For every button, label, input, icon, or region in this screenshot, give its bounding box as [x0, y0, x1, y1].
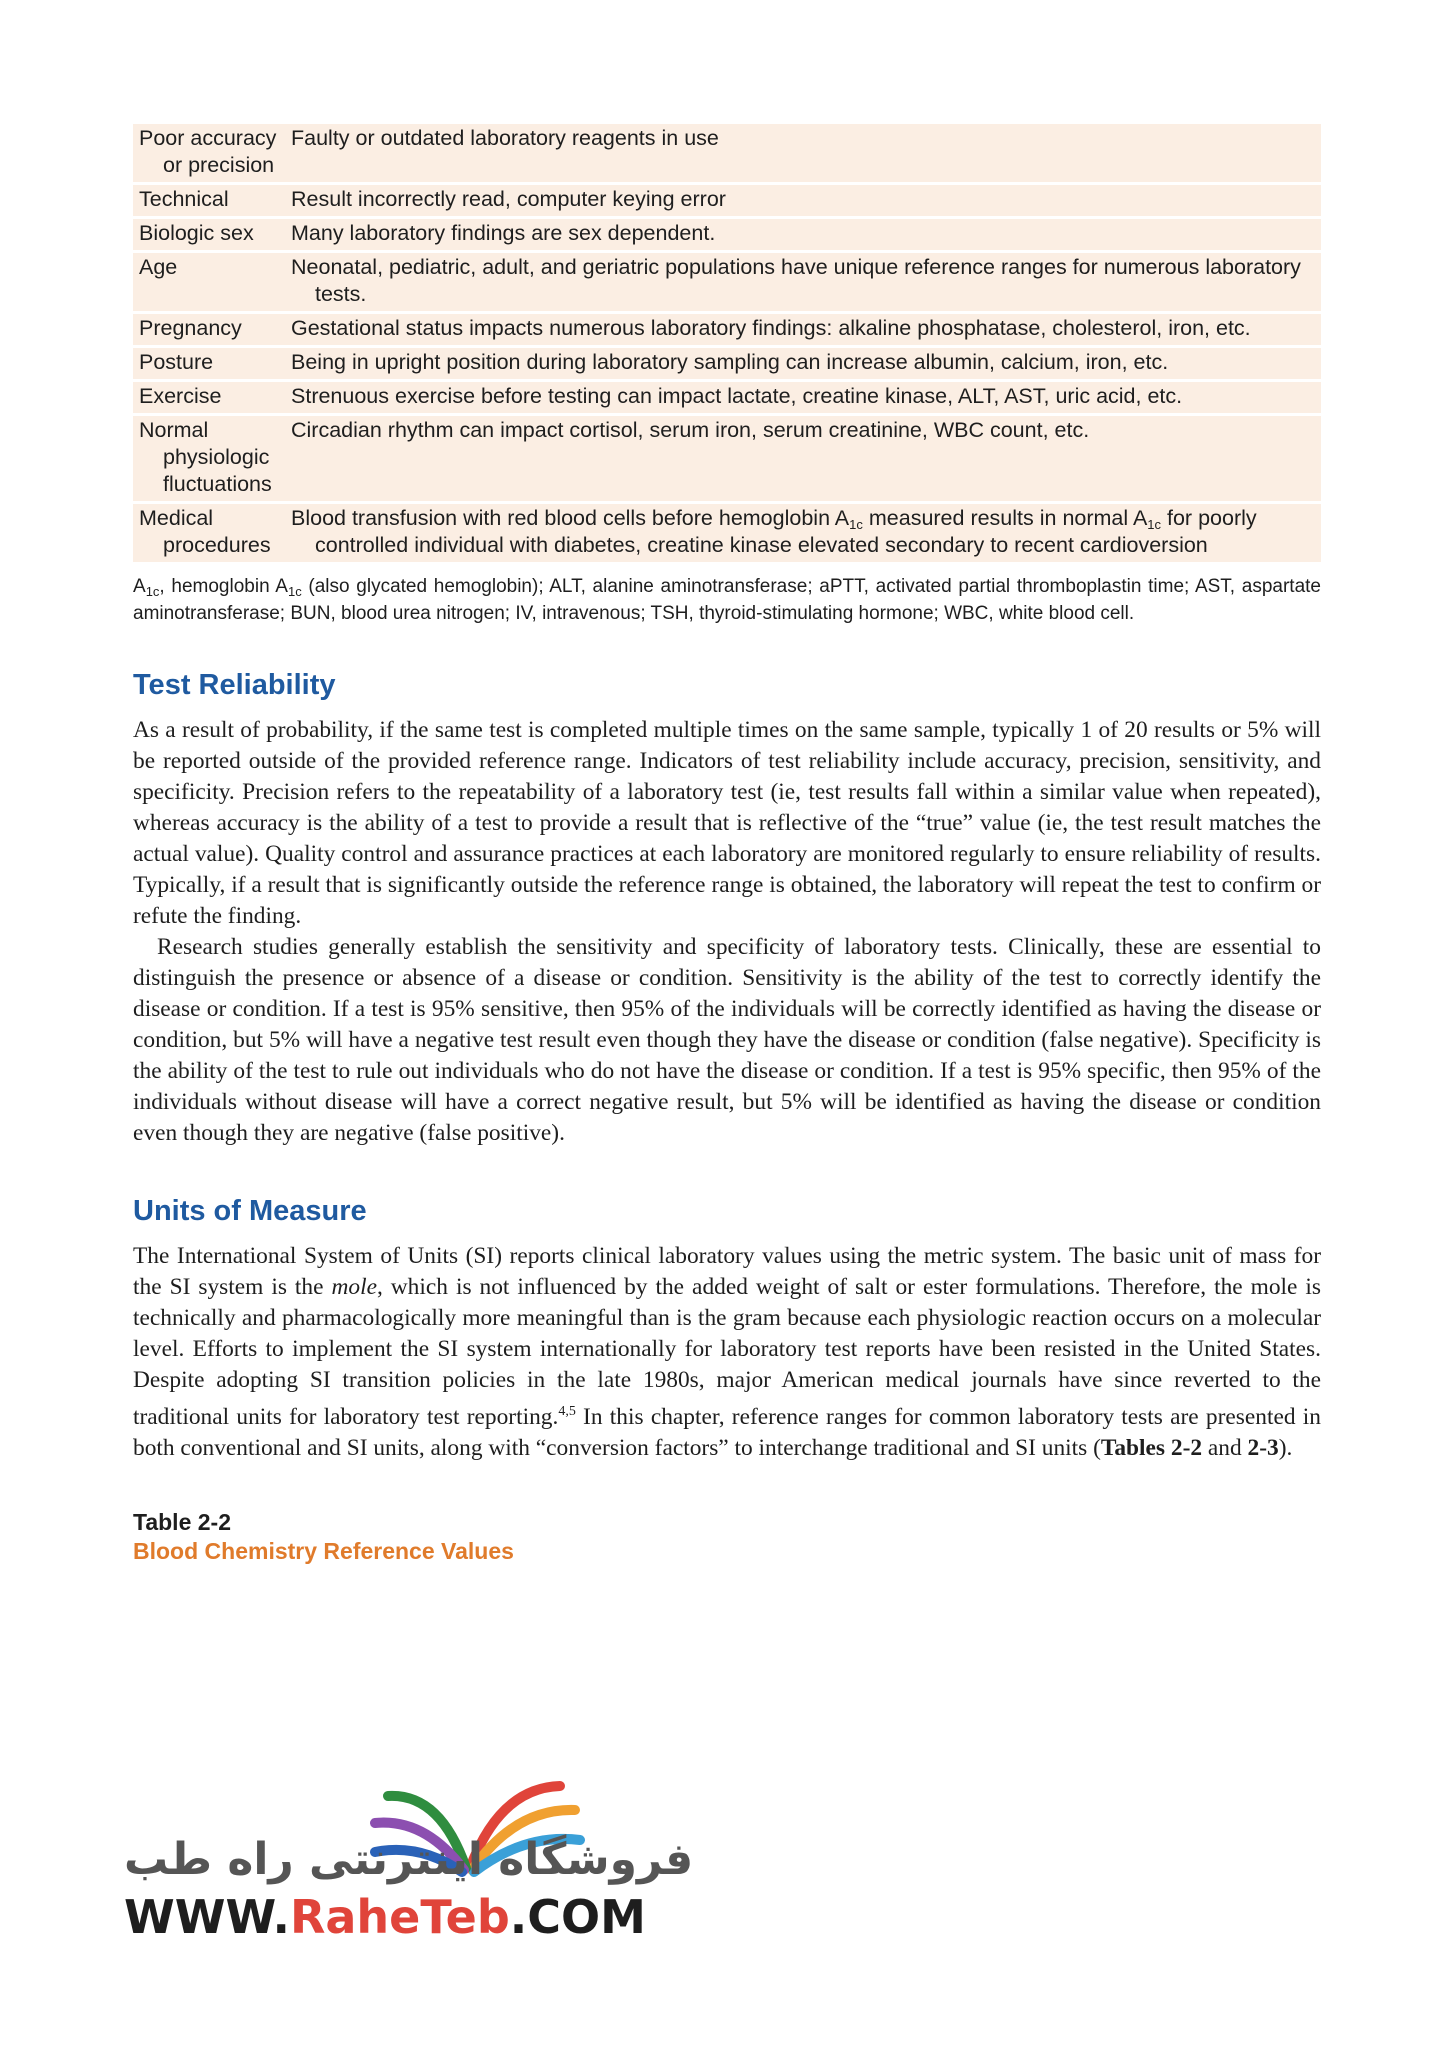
- description-cell: Gestational status impacts numerous laboratory findings: alkaline phosphatase, cholesterol, iron, etc.: [291, 316, 1251, 340]
- factor-cell: Technical: [139, 187, 229, 211]
- table-row: [133, 124, 1321, 184]
- watermark-persian-text: فروشگاه اینترنتی راه طب: [124, 1834, 694, 1885]
- reliability-paragraph-2: Research studies generally establish the sensitivity and specificity of laboratory tests. Clinically, these are essential to distinguish the presence or absence of a disease or condition. Sensitivity is the ability of the test to correctly identify the disease or condition. If a test is 95% sensitive, then 95% of the individuals will be correctly identified as having the disease or condition, but 5% will have a negative test result even though they have the disease or condition (false negative). Specificity is the ability of the test to rule out individuals who do not have the disease or condition. If a test is 95% specific, then 95% of the individuals without disease will have a correct negative result, but 5% will be identified as having the disease or condition even though they are negative (false positive).: [133, 934, 1321, 1146]
- mole-term: mole: [331, 1274, 377, 1300]
- table-row: [133, 218, 1321, 252]
- section-heading-units-of-measure: Units of Measure: [133, 1195, 367, 1227]
- table-number: Table 2-2: [133, 1508, 231, 1535]
- watermark-url[interactable]: WWW.RaheTeb.COM: [124, 1890, 646, 1944]
- description-cell: Blood transfusion with red blood cells before hemoglobin $A_{1c}$ measured results in normal $A_{1c}$ for poorly controlled individual with diabetes, creatine kinase elevated secondary to recent cardioversion: [291, 506, 1257, 557]
- table-row: [133, 184, 1321, 218]
- units-paragraph: The International System of Units (SI) reports clinical laboratory values using the metric system. The basic unit of mass for the SI system is the mole, which is not influenced by the added weight of salt or ester formulations. Therefore, the mole is technically and pharmacologically more meaningful than is the gram because each physiologic reaction occurs on a molecular level. Efforts to implement the SI system internationally for laboratory test reports have been resisted in the United States. Despite adopting SI transition policies in the late 1980s, major American medical journals have since reverted to the traditional units for laboratory test reporting.$^{4,5}$ In this chapter, reference ranges for common laboratory tests are presented in both conventional and SI units, along with “conversion factors” to interchange traditional and SI units (Tables 2-2 and 2-3).: [133, 1243, 1322, 1461]
- factor-cell: Pregnancy: [139, 316, 242, 340]
- table-row: [133, 503, 1321, 564]
- description-cell: Result incorrectly read, computer keying error: [291, 187, 726, 211]
- factors-table: [133, 124, 1321, 565]
- table-ref-link[interactable]: Tables 2-2: [1100, 1434, 1203, 1461]
- page-content: [133, 124, 1321, 1566]
- description-cell: Circadian rhythm can impact cortisol, serum iron, serum creatinine, WBC count, etc.: [291, 418, 1090, 442]
- factor-cell: Medical procedures: [139, 506, 271, 557]
- table-row: [133, 347, 1321, 381]
- factor-cell: Poor accuracy or precision: [139, 126, 277, 177]
- table-row: [133, 252, 1321, 313]
- factor-cell: Exercise: [139, 384, 222, 408]
- section-heading-test-reliability: Test Reliability: [133, 669, 336, 701]
- citation: 4,5: [558, 1404, 576, 1419]
- table-title: Blood Chemistry Reference Values: [133, 1537, 514, 1564]
- table-row: [133, 381, 1321, 415]
- table-abbreviations-note: $A_{1c}$, hemoglobin $A_{1c}$ (also glycated hemoglobin); ALT, alanine aminotransferase; aPTT, activated partial thromboplastin time; AST, aspartate aminotransferase; BUN, blood urea nitrogen; IV, intravenous; TSH, thyroid-stimulating hormone; WBC, white blood cell.: [133, 576, 1322, 624]
- table-row: [133, 415, 1321, 503]
- table-row: [133, 313, 1321, 347]
- factor-cell: Normal physiologic fluctuations: [139, 418, 272, 496]
- description-cell: Being in upright position during laboratory sampling can increase albumin, calcium, iron, etc.: [291, 350, 1169, 374]
- factor-cell: Age: [139, 255, 178, 279]
- description-cell: Neonatal, pediatric, adult, and geriatric populations have unique reference ranges for numerous laboratory tests.: [291, 255, 1301, 306]
- table-caption: [133, 1508, 1321, 1566]
- factor-cell: Posture: [139, 350, 214, 374]
- table-ref-link[interactable]: 2-3: [1247, 1434, 1279, 1461]
- reliability-paragraph-1: As a result of probability, if the same test is completed multiple times on the same sample, typically 1 of 20 results or 5% will be reported outside of the provided reference range. Indicators of test reliability include accuracy, precision, sensitivity, and specificity. Precision refers to the repeatability of a laboratory test (ie, test results fall within a similar value when repeated), whereas accuracy is the ability of a test to provide a result that is reflective of the “true” value (ie, the test result matches the actual value). Quality control and assurance practices at each laboratory are monitored regularly to ensure reliability of results. Typically, if a result that is significantly outside the reference range is obtained, the laboratory will repeat the test to confirm or refute the finding.: [133, 717, 1321, 929]
- description-cell: Faulty or outdated laboratory reagents in use: [291, 126, 719, 150]
- description-cell: Many laboratory findings are sex dependent.: [291, 221, 716, 245]
- factor-cell: Biologic sex: [139, 221, 254, 245]
- description-cell: Strenuous exercise before testing can impact lactate, creatine kinase, ALT, AST, uric acid, etc.: [291, 384, 1183, 408]
